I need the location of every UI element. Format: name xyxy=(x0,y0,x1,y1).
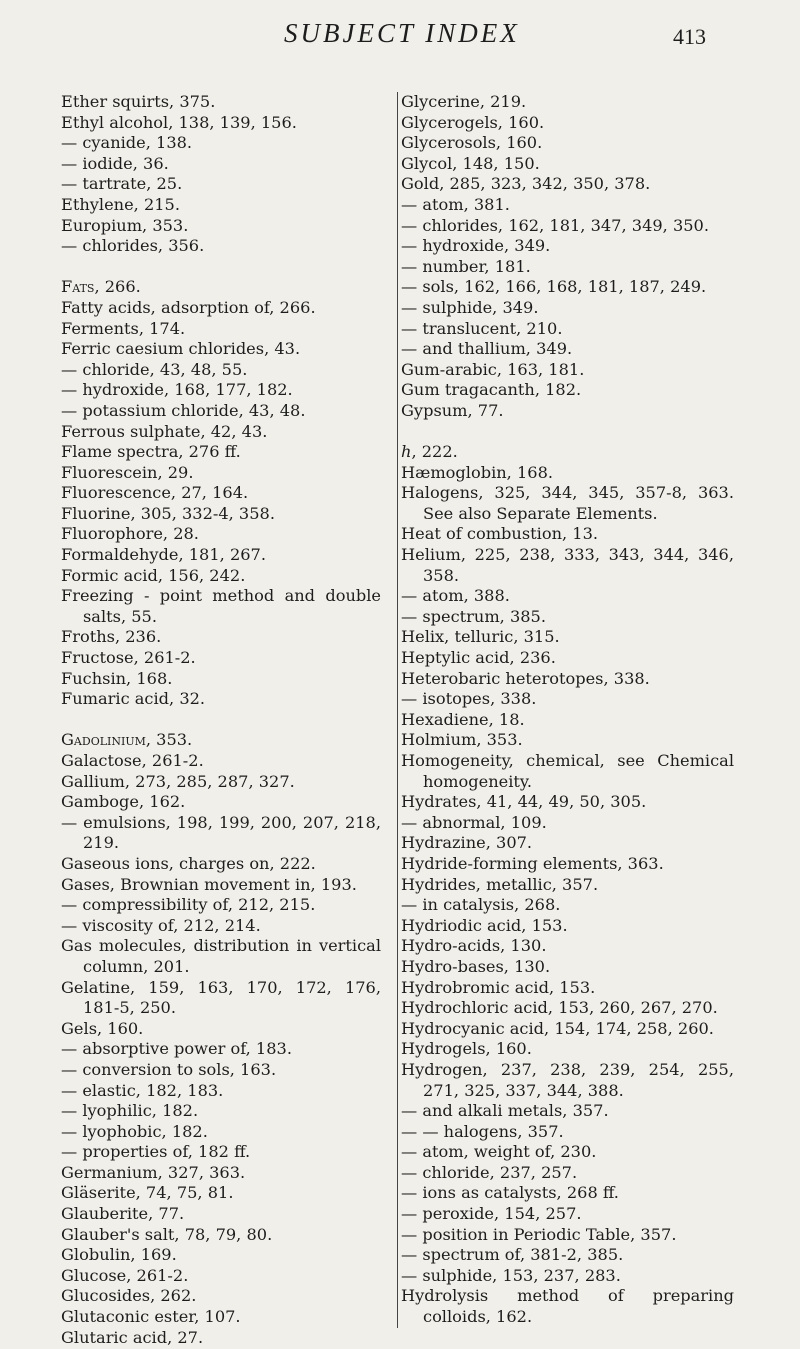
index-entry: Hæmoglobin, 168. xyxy=(401,462,554,482)
index-entry: — chlorides, 356. xyxy=(61,236,205,256)
index-entry: — chloride, 237, 257. xyxy=(401,1162,578,1182)
index-entry: Hydrocyanic acid, 154, 174, 258, 260. xyxy=(401,1018,714,1038)
index-entry: Hydrogels, 160. xyxy=(401,1039,532,1059)
index-entry: Ferric caesium chlorides, 43. xyxy=(61,339,301,359)
index-entry: — number, 181. xyxy=(401,256,531,276)
index-entry: Gaseous ions, charges on, 222. xyxy=(61,853,316,873)
index-entry: Gamboge, 162. xyxy=(61,792,186,812)
index-entry: — atom, weight of, 230. xyxy=(401,1142,597,1162)
index-entry: — cyanide, 138. xyxy=(61,133,193,153)
index-entry: — absorptive power of, 183. xyxy=(61,1039,292,1059)
index-entry: — viscosity of, 212, 214. xyxy=(61,915,261,935)
index-entry: h, 222. xyxy=(401,442,458,462)
index-entry: Fuchsin, 168. xyxy=(61,668,173,688)
index-entry: Homogeneity, chemical, see Chemical homogeneity. xyxy=(401,751,734,791)
index-entry: Froths, 236. xyxy=(61,627,162,647)
index-entry: Hydrochloric acid, 153, 260, 267, 270. xyxy=(401,998,718,1018)
index-entry: — lyophilic, 182. xyxy=(61,1101,199,1121)
index-entry: Ethyl alcohol, 138, 139, 156. xyxy=(61,112,297,132)
running-title: SUBJECT INDEX xyxy=(284,18,520,48)
index-entry: Europium, 353. xyxy=(61,215,189,235)
index-entry: — spectrum of, 381-2, 385. xyxy=(401,1245,624,1265)
index-entry: Hydro-acids, 130. xyxy=(401,936,547,956)
index-entry: Hydrazine, 307. xyxy=(401,833,533,853)
index-entry: Fats, 266. xyxy=(61,277,141,297)
index-entry: Hydrides, metallic, 357. xyxy=(401,874,599,894)
index-entry: — chloride, 43, 48, 55. xyxy=(61,359,248,379)
index-entry: Gases, Brownian movement in, 193. xyxy=(61,874,357,894)
index-entry: — atom, 381. xyxy=(401,194,510,214)
index-entry: Gum tragacanth, 182. xyxy=(401,380,582,400)
index-entry: — tartrate, 25. xyxy=(61,174,183,194)
index-entry: Glycerine, 219. xyxy=(401,92,527,111)
section-gap xyxy=(401,422,734,443)
index-entry: Hydriodic acid, 153. xyxy=(401,915,568,935)
index-entry: — — halogens, 357. xyxy=(401,1121,564,1141)
index-entry: Hydro-bases, 130. xyxy=(401,956,551,976)
index-entry: — translucent, 210. xyxy=(401,318,563,338)
index-entry: Gelatine, 159, 163, 170, 172, 176, 181-5, 250. xyxy=(61,977,381,1018)
index-entry: Gallium, 273, 285, 287, 327. xyxy=(61,771,295,791)
section-gap xyxy=(61,257,381,278)
index-entry: Halogens, 325, 344, 345, 357-8, 363. See also Separate Elements. xyxy=(401,483,734,523)
index-entry: Glycerosols, 160. xyxy=(401,133,543,153)
index-entry: Hydrobromic acid, 153. xyxy=(401,977,596,997)
index-entry: Ether squirts, 375. xyxy=(61,92,216,111)
index-entry: — sulphide, 153, 237, 283. xyxy=(401,1265,621,1285)
index-entry: Freezing - point method and double salts, 55. xyxy=(61,586,381,626)
index-entry: Gold, 285, 323, 342, 350, 378. xyxy=(401,174,651,194)
index-entry: Hydrolysis method of preparing colloids, 162. xyxy=(401,1286,734,1327)
page-number: 413 xyxy=(673,24,706,49)
index-entry: Fructose, 261-2. xyxy=(61,648,196,668)
index-entry: — emulsions, 198, 199, 200, 207, 218, 219. xyxy=(61,812,381,853)
index-entry: — hydroxide, 349. xyxy=(401,236,551,256)
index-entry: Glycol, 148, 150. xyxy=(401,153,540,173)
index-entry: Helix, telluric, 315. xyxy=(401,627,560,647)
index-entry: Glucose, 261-2. xyxy=(61,1265,189,1285)
index-entry: — isotopes, 338. xyxy=(401,689,537,709)
index-entry: — in catalysis, 268. xyxy=(401,895,561,915)
index-entry: Germanium, 327, 363. xyxy=(61,1162,246,1182)
index-entry: Hydrates, 41, 44, 49, 50, 305. xyxy=(401,792,647,812)
index-entry: — and thallium, 349. xyxy=(401,339,573,359)
index-entry: Ferments, 174. xyxy=(61,318,186,338)
index-entry: Glutaconic ester, 107. xyxy=(61,1307,241,1327)
index-entry: Fumaric acid, 32. xyxy=(61,689,206,709)
index-entry: Glucosides, 262. xyxy=(61,1286,197,1306)
index-entry: Flame spectra, 276 ff. xyxy=(61,442,241,462)
index-entry: — compressibility of, 212, 215. xyxy=(61,895,316,915)
index-entry: Gadolinium, 353. xyxy=(61,730,193,750)
index-entry: Glauber's salt, 78, 79, 80. xyxy=(61,1224,273,1244)
index-entry: Glauberite, 77. xyxy=(61,1204,185,1224)
index-entry: — spectrum, 385. xyxy=(401,606,546,626)
index-entry: Fluorine, 305, 332-4, 358. xyxy=(61,503,275,523)
index-entry: — peroxide, 154, 257. xyxy=(401,1204,582,1224)
index-entry: Fluorophore, 28. xyxy=(61,524,199,544)
index-entry: — sulphide, 349. xyxy=(401,297,539,317)
index-entry: Ethylene, 215. xyxy=(61,194,180,214)
index-entry: Gläserite, 74, 75, 81. xyxy=(61,1183,234,1203)
index-entry: — and alkali metals, 357. xyxy=(401,1101,609,1121)
index-column-right xyxy=(397,92,734,1328)
index-entry: Holmium, 353. xyxy=(401,730,523,750)
section-gap xyxy=(61,710,381,731)
index-column-left xyxy=(61,92,381,1348)
index-entry: Formic acid, 156, 242. xyxy=(61,565,246,585)
page-header xyxy=(0,16,800,56)
index-entry: Heterobaric heterotopes, 338. xyxy=(401,668,650,688)
index-entry: Formaldehyde, 181, 267. xyxy=(61,545,266,565)
index-entry: — hydroxide, 168, 177, 182. xyxy=(61,380,293,400)
index-entry: Hydrogen, 237, 238, 239, 254, 255, 271, 325, 337, 344, 388. xyxy=(401,1059,734,1100)
index-entry: — conversion to sols, 163. xyxy=(61,1059,277,1079)
index-entry: — abnormal, 109. xyxy=(401,812,547,832)
index-entry: Heat of combustion, 13. xyxy=(401,524,599,544)
index-entry: — iodide, 36. xyxy=(61,153,169,173)
index-entry: Helium, 225, 238, 333, 343, 344, 346, 358. xyxy=(401,545,734,585)
index-entry: Glutaric acid, 27. xyxy=(61,1327,204,1347)
index-entry: Gypsum, 77. xyxy=(401,400,504,420)
index-entry: — properties of, 182 ff. xyxy=(61,1142,251,1162)
index-entry: — atom, 388. xyxy=(401,586,510,606)
index-entry: Heptylic acid, 236. xyxy=(401,648,556,668)
index-entry: Fluorescence, 27, 164. xyxy=(61,483,249,503)
index-entry: Gels, 160. xyxy=(61,1018,144,1038)
index-entry: — elastic, 182, 183. xyxy=(61,1080,224,1100)
index-entry: Glycerogels, 160. xyxy=(401,112,545,132)
index-entry: Hydride-forming elements, 363. xyxy=(401,853,664,873)
index-entry: — position in Periodic Table, 357. xyxy=(401,1224,677,1244)
index-entry: — lyophobic, 182. xyxy=(61,1121,208,1141)
index-entry: — sols, 162, 166, 168, 181, 187, 249. xyxy=(401,277,707,297)
index-entry: Hexadiene, 18. xyxy=(401,709,525,729)
index-entry: Galactose, 261-2. xyxy=(61,751,204,770)
index-entry: Gum-arabic, 163, 181. xyxy=(401,359,585,379)
index-entry: — ions as catalysts, 268 ff. xyxy=(401,1183,619,1203)
index-entry: Gas molecules, distribution in vertical column, 201. xyxy=(61,936,381,976)
index-entry: Globulin, 169. xyxy=(61,1245,177,1265)
index-entry: Fluorescein, 29. xyxy=(61,462,194,482)
index-entry: Ferrous sulphate, 42, 43. xyxy=(61,421,268,441)
index-entry: — potassium chloride, 43, 48. xyxy=(61,400,306,420)
index-entry: Fatty acids, adsorption of, 266. xyxy=(61,297,316,317)
index-entry: — chlorides, 162, 181, 347, 349, 350. xyxy=(401,215,709,235)
